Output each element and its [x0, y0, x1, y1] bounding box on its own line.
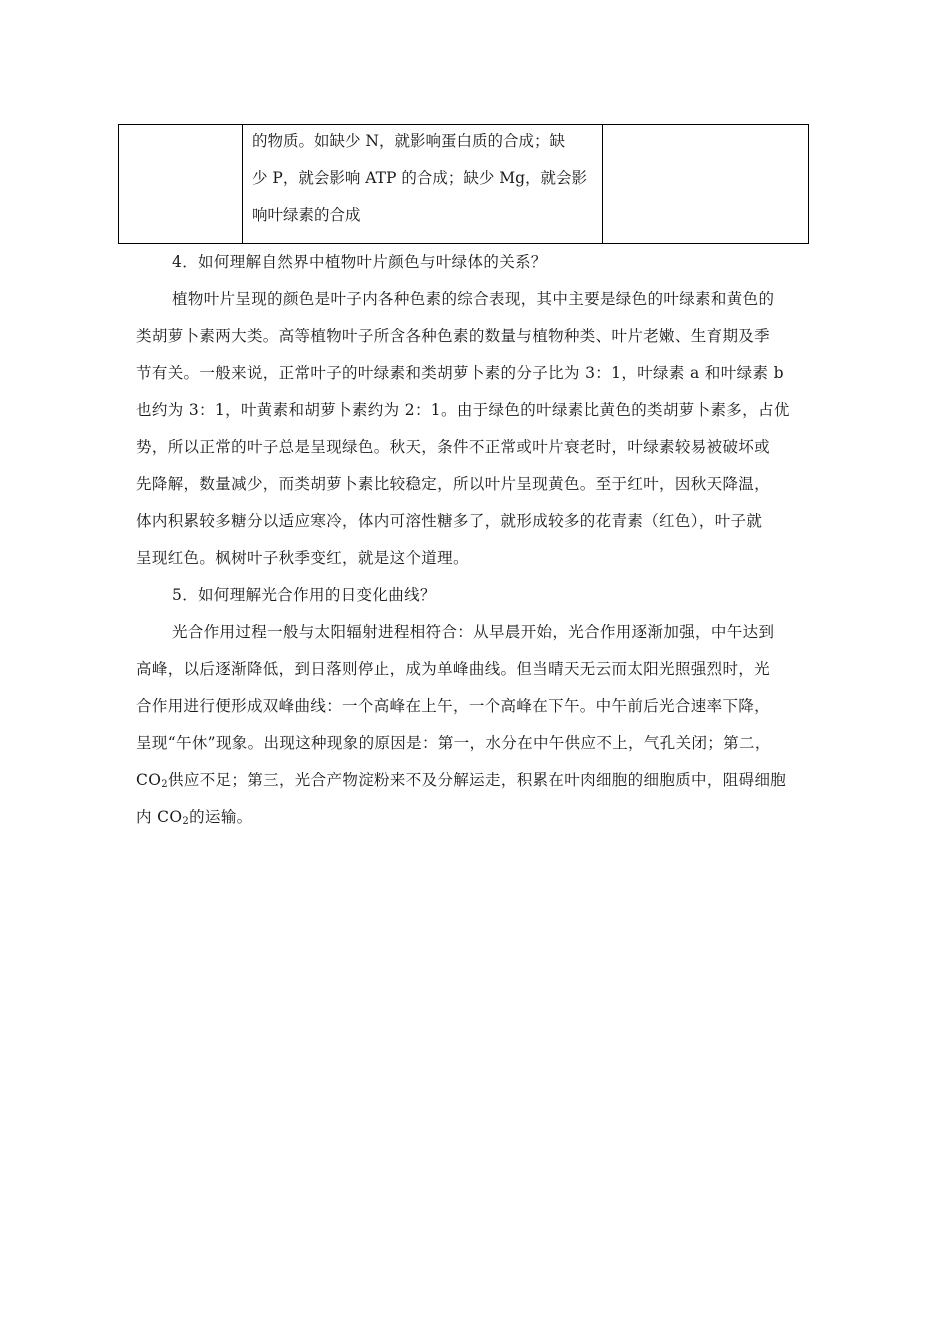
paragraph-line: [136, 768, 826, 790]
continuation-table: [118, 124, 809, 244]
paragraph-line: 类胡萝卜素两大类。高等植物叶子所含各种色素的数量与植物种类、叶片老嫩、生育期及季: [136, 327, 771, 345]
table-cell-line: 少 P，就会影响 ATP 的合成；缺少 Mg，就会影: [252, 169, 588, 187]
paragraph-line: 光合作用过程一般与太阳辐射进程相符合：从早晨开始，光合作用逐渐加强，中午达到: [172, 623, 775, 641]
table-cell-empty-right: [603, 125, 809, 244]
line-text: 供应不足；第三，光合产物淀粉来不及分解运走，积累在叶肉细胞的细胞质中，阻碍细胞: [168, 771, 787, 789]
paragraph-line: 合作用进行便形成双峰曲线：一个高峰在上午，一个高峰在下午。中午前后光合速率下降，: [136, 697, 771, 715]
paragraph-line: 体内积累较多糖分以适应寒冷，体内可溶性糖多了，就形成较多的花青素（红色），叶子就: [136, 512, 763, 530]
paragraph-line: 先降解，数量减少，而类胡萝卜素比较稳定，所以叶片呈现黄色。至于红叶，因秋天降温，: [136, 475, 771, 493]
table-cell-line: 响叶绿素的合成: [252, 206, 361, 224]
table-cell-content: [243, 125, 603, 244]
question-5-heading: 5．如何理解光合作用的日变化曲线？: [172, 586, 436, 604]
co2-subscript: 2: [182, 816, 190, 827]
paragraph-line: 势，所以正常的叶子总是呈现绿色。秋天，条件不正常或叶片衰老时，叶绿素较易被破坏或: [136, 438, 771, 456]
table-cell-empty-left: [119, 125, 243, 244]
co2-text: CO: [136, 771, 162, 789]
paragraph-line: 高峰，以后逐渐降低，到日落则停止，成为单峰曲线。但当晴天无云而太阳光照强烈时，光: [136, 660, 771, 678]
paragraph-line: 植物叶片呈现的颜色是叶子内各种色素的综合表现，其中主要是绿色的叶绿素和黄色的: [172, 290, 775, 308]
paragraph-line: 也约为 3：1，叶黄素和胡萝卜素约为 2：1。由于绿色的叶绿素比黄色的类胡萝卜素多，占优: [136, 401, 790, 419]
line-text: 的运输。: [189, 808, 253, 826]
paragraph-line: 呈现“午休”现象。出现这种现象的原因是：第一，水分在中午供应不上，气孔关闭；第二，: [136, 734, 771, 752]
co2-subscript: 2: [161, 779, 168, 790]
co2-text: 内 CO: [136, 808, 183, 826]
paragraph-line: [136, 805, 826, 827]
question-4-heading: 4．如何理解自然界中植物叶片颜色与叶绿体的关系？: [172, 253, 547, 271]
paragraph-line: 节有关。一般来说，正常叶子的叶绿素和类胡萝卜素的分子比为 3：1，叶绿素 a 和叶绿素 b: [136, 364, 784, 382]
paragraph-line: 呈现红色。枫树叶子秋季变红，就是这个道理。: [136, 549, 469, 567]
table-cell-line: 的物质。如缺少 N，就影响蛋白质的合成；缺: [252, 132, 565, 150]
table-row: [119, 125, 809, 244]
